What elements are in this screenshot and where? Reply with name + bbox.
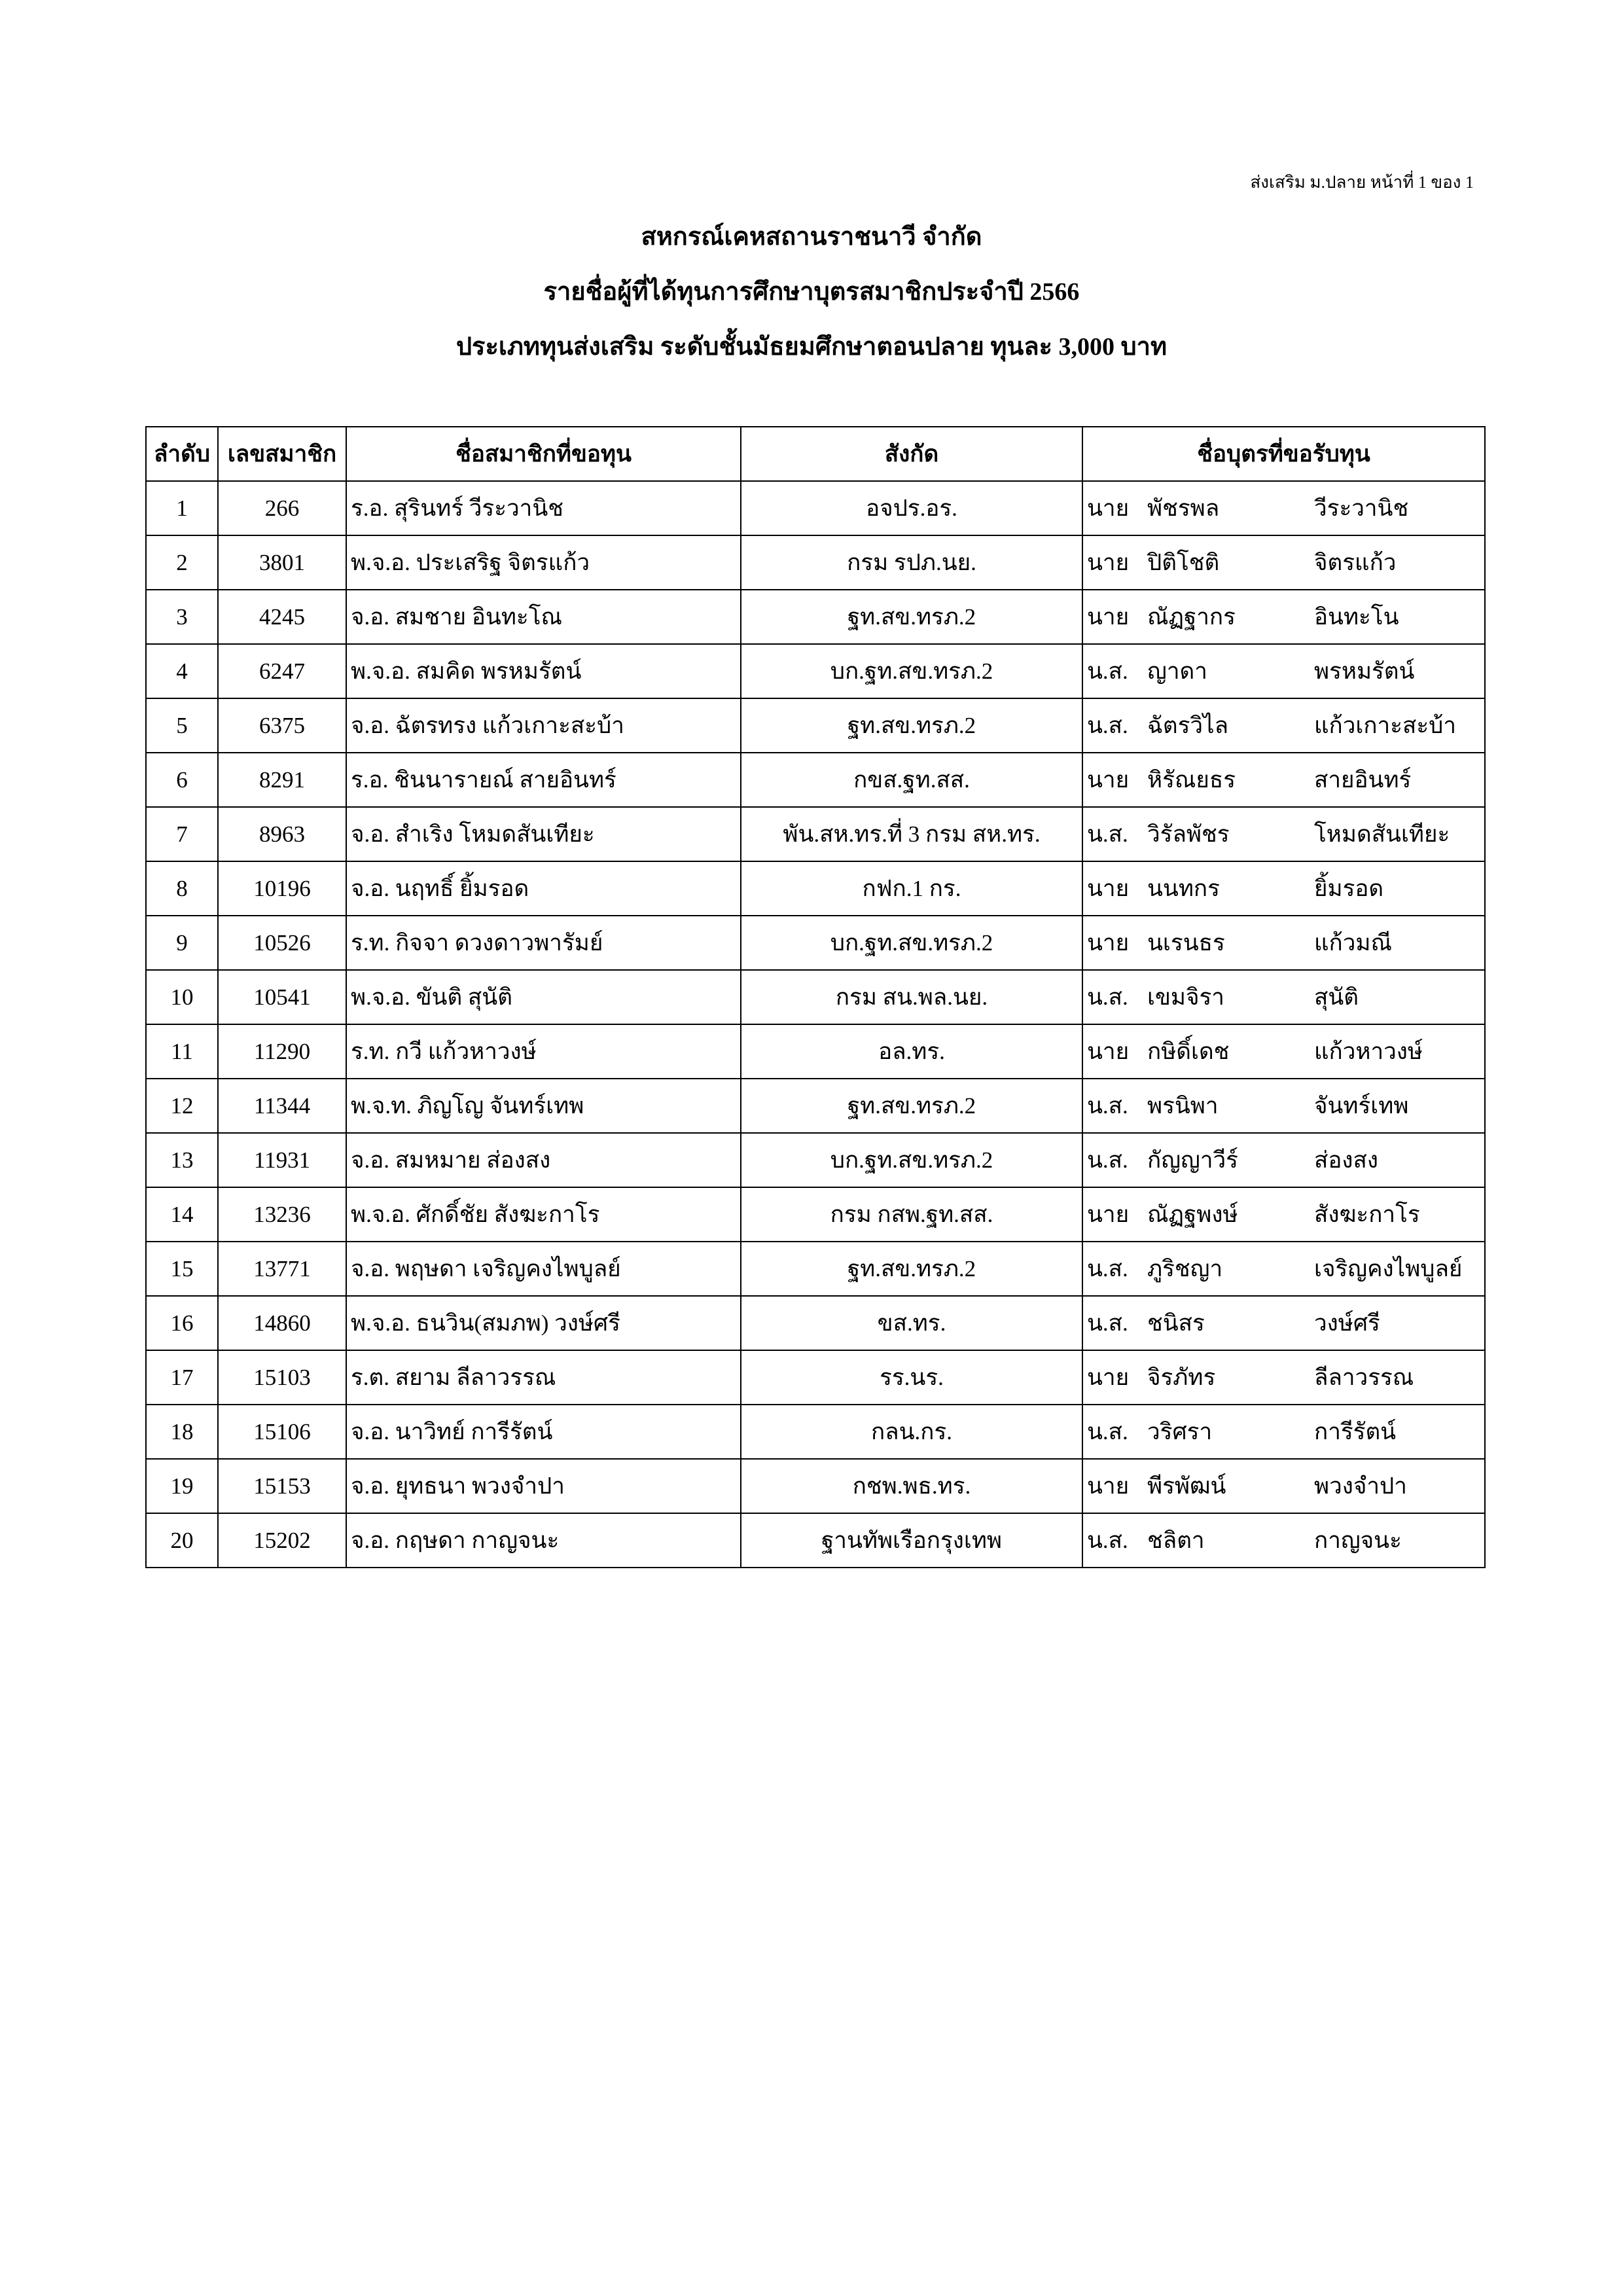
table-row: [146, 1187, 1485, 1242]
table-row: [146, 916, 1485, 970]
member-name-cell: จ.อ. สมหมาย ส่องสง: [346, 1133, 741, 1187]
table-row: [146, 698, 1485, 753]
child-name-cell: [1082, 1350, 1485, 1405]
unit-cell: ฐท.สข.ทรภ.2: [741, 698, 1082, 753]
child-name-cell: [1082, 1187, 1485, 1242]
unit-cell: รร.นร.: [741, 1350, 1082, 1405]
member-name-cell: ร.ท. กวี แก้วหาวงษ์: [346, 1024, 741, 1079]
member-number-cell: 6247: [218, 644, 346, 698]
member-name-cell: พ.จ.อ. ประเสริฐ จิตรแก้ว: [346, 535, 741, 590]
child-title-prefix: น.ส.: [1087, 1256, 1128, 1282]
member-number-cell: 15153: [218, 1459, 346, 1513]
child-name-cell: [1082, 753, 1485, 807]
table-row: [146, 861, 1485, 916]
unit-cell: กรม กสพ.ฐท.สส.: [741, 1187, 1082, 1242]
child-title-prefix: น.ส.: [1087, 713, 1128, 738]
table-header-row: [146, 427, 1485, 481]
table-row: [146, 1405, 1485, 1459]
member-number-cell: 8963: [218, 807, 346, 861]
child-title-prefix: นาย: [1087, 1365, 1130, 1390]
order-cell: 9: [146, 916, 218, 970]
child-first-name: จิรภัทร: [1147, 1365, 1216, 1390]
member-name-cell: จ.อ. ยุทธนา พวงจำปา: [346, 1459, 741, 1513]
child-first-name: เขมจิรา: [1147, 984, 1224, 1010]
child-last-name: วีระวานิช: [1314, 495, 1409, 521]
scholarship-type-title: ประเภททุนส่งเสริม ระดับชั้นมัธยมศึกษาตอนปลาย ทุนละ 3,000 บาท: [455, 333, 1168, 361]
unit-cell: กฟก.1 กร.: [741, 861, 1082, 916]
member-number-cell: 10196: [218, 861, 346, 916]
order-cell: 15: [146, 1242, 218, 1296]
child-name-cell: [1082, 807, 1485, 861]
table-row: [146, 970, 1485, 1024]
child-last-name: แก้วมณี: [1314, 930, 1392, 956]
child-title-prefix: น.ส.: [1087, 821, 1128, 847]
child-first-name: กัญญาวีร์: [1147, 1147, 1238, 1173]
member-number-cell: 11344: [218, 1079, 346, 1133]
order-cell: 4: [146, 644, 218, 698]
child-name-cell: [1082, 1296, 1485, 1350]
child-title-prefix: น.ส.: [1087, 984, 1128, 1010]
member-name-cell: พ.จ.อ. ขันติ สุนัติ: [346, 970, 741, 1024]
member-number-cell: 8291: [218, 753, 346, 807]
table-row: [146, 481, 1485, 535]
unit-cell: พัน.สห.ทร.ที่ 3 กรม สห.ทร.: [741, 807, 1082, 861]
member-name-cell: จ.อ. สมชาย อินทะโณ: [346, 590, 741, 644]
header-unit: สังกัด: [741, 427, 1082, 481]
order-cell: 16: [146, 1296, 218, 1350]
table-row: [146, 1350, 1485, 1405]
unit-cell: กรม สน.พล.นย.: [741, 970, 1082, 1024]
unit-cell: กลน.กร.: [741, 1405, 1082, 1459]
unit-cell: บก.ฐท.สข.ทรภ.2: [741, 916, 1082, 970]
table-row: [146, 1296, 1485, 1350]
header-member-name: ชื่อสมาชิกที่ขอทุน: [346, 427, 741, 481]
child-last-name: ลีลาวรรณ: [1314, 1365, 1414, 1390]
order-cell: 2: [146, 535, 218, 590]
child-name-cell: [1082, 861, 1485, 916]
child-name-cell: [1082, 1079, 1485, 1133]
scholarship-list-title: รายชื่อผู้ที่ได้ทุนการศึกษาบุตรสมาชิกประจำปี 2566: [543, 278, 1080, 306]
member-name-cell: จ.อ. กฤษดา กาญจนะ: [346, 1513, 741, 1568]
child-last-name: สังฆะกาโร: [1314, 1202, 1420, 1227]
child-title-prefix: น.ส.: [1087, 658, 1128, 684]
table-body: [146, 481, 1485, 1568]
order-cell: 3: [146, 590, 218, 644]
header-order: ลำดับ: [146, 427, 218, 481]
child-name-cell: [1082, 644, 1485, 698]
child-title-prefix: นาย: [1087, 930, 1130, 956]
child-last-name: สายอินทร์: [1314, 767, 1412, 793]
order-cell: 17: [146, 1350, 218, 1405]
unit-cell: บก.ฐท.สข.ทรภ.2: [741, 644, 1082, 698]
table-row: [146, 1242, 1485, 1296]
child-title-prefix: นาย: [1087, 1202, 1130, 1227]
child-title-prefix: นาย: [1087, 550, 1130, 575]
order-cell: 11: [146, 1024, 218, 1079]
child-last-name: ส่องสง: [1314, 1147, 1378, 1173]
order-cell: 13: [146, 1133, 218, 1187]
member-number-cell: 10541: [218, 970, 346, 1024]
child-first-name: ณัฏฐากร: [1147, 604, 1236, 630]
unit-cell: กชพ.พธ.ทร.: [741, 1459, 1082, 1513]
child-title-prefix: นาย: [1087, 876, 1130, 901]
unit-cell: อจปร.อร.: [741, 481, 1082, 535]
member-name-cell: ร.อ. สุรินทร์ วีระวานิช: [346, 481, 741, 535]
child-first-name: นนทกร: [1147, 876, 1220, 901]
child-name-cell: [1082, 1133, 1485, 1187]
child-last-name: พวงจำปา: [1314, 1473, 1407, 1499]
unit-cell: อล.ทร.: [741, 1024, 1082, 1079]
unit-cell: ขส.ทร.: [741, 1296, 1082, 1350]
child-title-prefix: น.ส.: [1087, 1528, 1128, 1553]
member-name-cell: ร.ต. สยาม ลีลาวรรณ: [346, 1350, 741, 1405]
order-cell: 14: [146, 1187, 218, 1242]
table-row: [146, 1513, 1485, 1568]
member-number-cell: 14860: [218, 1296, 346, 1350]
table-row: [146, 1459, 1485, 1513]
member-name-cell: พ.จ.อ. ธนวิน(สมภพ) วงษ์ศรี: [346, 1296, 741, 1350]
unit-cell: กขส.ฐท.สส.: [741, 753, 1082, 807]
member-name-cell: ร.ท. กิจจา ดวงดาวพารัมย์: [346, 916, 741, 970]
child-last-name: โหมดสันเทียะ: [1314, 821, 1450, 847]
child-first-name: วริศรา: [1147, 1419, 1213, 1444]
order-cell: 6: [146, 753, 218, 807]
child-last-name: กาญจนะ: [1314, 1528, 1402, 1553]
child-name-cell: [1082, 1242, 1485, 1296]
child-name-cell: [1082, 590, 1485, 644]
child-first-name: หิรัณยธร: [1147, 767, 1236, 793]
child-last-name: แก้วเกาะสะบ้า: [1314, 713, 1457, 738]
order-cell: 12: [146, 1079, 218, 1133]
child-title-prefix: นาย: [1087, 1039, 1130, 1064]
child-name-cell: [1082, 1459, 1485, 1513]
child-first-name: ชลิตา: [1147, 1528, 1205, 1553]
child-name-cell: [1082, 535, 1485, 590]
child-name-cell: [1082, 481, 1485, 535]
unit-cell: บก.ฐท.สข.ทรภ.2: [741, 1133, 1082, 1187]
child-last-name: สุนัติ: [1314, 984, 1359, 1010]
order-cell: 8: [146, 861, 218, 916]
member-name-cell: จ.อ. ฉัตรทรง แก้วเกาะสะบ้า: [346, 698, 741, 753]
order-cell: 18: [146, 1405, 218, 1459]
table-row: [146, 1133, 1485, 1187]
child-name-cell: [1082, 970, 1485, 1024]
member-number-cell: 11931: [218, 1133, 346, 1187]
member-number-cell: 15103: [218, 1350, 346, 1405]
unit-cell: กรม รปภ.นย.: [741, 535, 1082, 590]
child-title-prefix: นาย: [1087, 1473, 1130, 1499]
member-number-cell: 15106: [218, 1405, 346, 1459]
child-name-cell: [1082, 1513, 1485, 1568]
member-name-cell: จ.อ. สำเริง โหมดสันเทียะ: [346, 807, 741, 861]
child-name-cell: [1082, 1405, 1485, 1459]
child-first-name: ภูริชญา: [1147, 1256, 1223, 1282]
order-cell: 1: [146, 481, 218, 535]
document-titles: [0, 209, 1623, 374]
page-reference: ส่งเสริม ม.ปลาย หน้าที่ 1 ของ 1: [1250, 173, 1474, 192]
member-number-cell: 15202: [218, 1513, 346, 1568]
child-title-prefix: น.ส.: [1087, 1093, 1128, 1119]
member-number-cell: 10526: [218, 916, 346, 970]
member-name-cell: พ.จ.อ. ศักดิ์ชัย สังฆะกาโร: [346, 1187, 741, 1242]
child-last-name: จันทร์เทพ: [1314, 1093, 1409, 1119]
member-number-cell: 13236: [218, 1187, 346, 1242]
table-row: [146, 535, 1485, 590]
member-name-cell: พ.จ.ท. ภิญโญ จันทร์เทพ: [346, 1079, 741, 1133]
member-name-cell: จ.อ. นาวิทย์ การีรัตน์: [346, 1405, 741, 1459]
child-title-prefix: น.ส.: [1087, 1147, 1128, 1173]
order-cell: 20: [146, 1513, 218, 1568]
unit-cell: ฐานทัพเรือกรุงเทพ: [741, 1513, 1082, 1568]
order-cell: 10: [146, 970, 218, 1024]
header-member-number: เลขสมาชิก: [218, 427, 346, 481]
child-first-name: ชนิสร: [1147, 1310, 1205, 1336]
member-name-cell: พ.จ.อ. สมคิด พรหมรัตน์: [346, 644, 741, 698]
member-name-cell: จ.อ. นฤทธิ์ ยิ้มรอด: [346, 861, 741, 916]
child-first-name: กษิดิ์เดช: [1147, 1039, 1230, 1064]
child-last-name: อินทะโน: [1314, 604, 1399, 630]
child-last-name: จิตรแก้ว: [1314, 550, 1397, 575]
order-cell: 19: [146, 1459, 218, 1513]
table-row: [146, 590, 1485, 644]
child-last-name: การีรัตน์: [1314, 1419, 1397, 1444]
child-title-prefix: น.ส.: [1087, 1419, 1128, 1444]
child-first-name: พรนิพา: [1147, 1093, 1219, 1119]
table-row: [146, 644, 1485, 698]
child-title-prefix: นาย: [1087, 604, 1130, 630]
child-title-prefix: นาย: [1087, 767, 1130, 793]
child-title-prefix: น.ส.: [1087, 1310, 1128, 1336]
child-first-name: พัชรพล: [1147, 495, 1220, 521]
child-last-name: วงษ์ศรี: [1314, 1310, 1380, 1336]
table-row: [146, 753, 1485, 807]
member-number-cell: 6375: [218, 698, 346, 753]
member-number-cell: 13771: [218, 1242, 346, 1296]
table-row: [146, 1079, 1485, 1133]
header-child-name: ชื่อบุตรที่ขอรับทุน: [1082, 427, 1485, 481]
child-first-name: ณัฏฐพงษ์: [1147, 1202, 1238, 1227]
member-number-cell: 266: [218, 481, 346, 535]
child-title-prefix: นาย: [1087, 495, 1130, 521]
member-name-cell: ร.อ. ชินนารายณ์ สายอินทร์: [346, 753, 741, 807]
scholarship-table: [145, 426, 1486, 1568]
unit-cell: ฐท.สข.ทรภ.2: [741, 590, 1082, 644]
table-row: [146, 807, 1485, 861]
order-cell: 5: [146, 698, 218, 753]
table-row: [146, 1024, 1485, 1079]
cooperative-name-title: สหกรณ์เคหสถานราชนาวี จำกัด: [641, 223, 982, 251]
child-name-cell: [1082, 698, 1485, 753]
member-number-cell: 11290: [218, 1024, 346, 1079]
member-name-cell: จ.อ. พฤษดา เจริญคงไพบูลย์: [346, 1242, 741, 1296]
child-first-name: ปิติโชติ: [1147, 550, 1220, 575]
child-first-name: พีรพัฒน์: [1147, 1473, 1226, 1499]
child-first-name: วิรัลพัชร: [1147, 821, 1230, 847]
unit-cell: ฐท.สข.ทรภ.2: [741, 1242, 1082, 1296]
child-last-name: แก้วหาวงษ์: [1314, 1039, 1423, 1064]
child-name-cell: [1082, 1024, 1485, 1079]
child-first-name: นเรนธร: [1147, 930, 1225, 956]
child-last-name: พรหมรัตน์: [1314, 658, 1415, 684]
unit-cell: ฐท.สข.ทรภ.2: [741, 1079, 1082, 1133]
member-number-cell: 3801: [218, 535, 346, 590]
member-number-cell: 4245: [218, 590, 346, 644]
child-first-name: ญาดา: [1147, 658, 1207, 684]
child-last-name: ยิ้มรอด: [1314, 876, 1384, 901]
child-last-name: เจริญคงไพบูลย์: [1314, 1256, 1463, 1282]
child-name-cell: [1082, 916, 1485, 970]
order-cell: 7: [146, 807, 218, 861]
child-first-name: ฉัตรวิไล: [1147, 713, 1229, 738]
